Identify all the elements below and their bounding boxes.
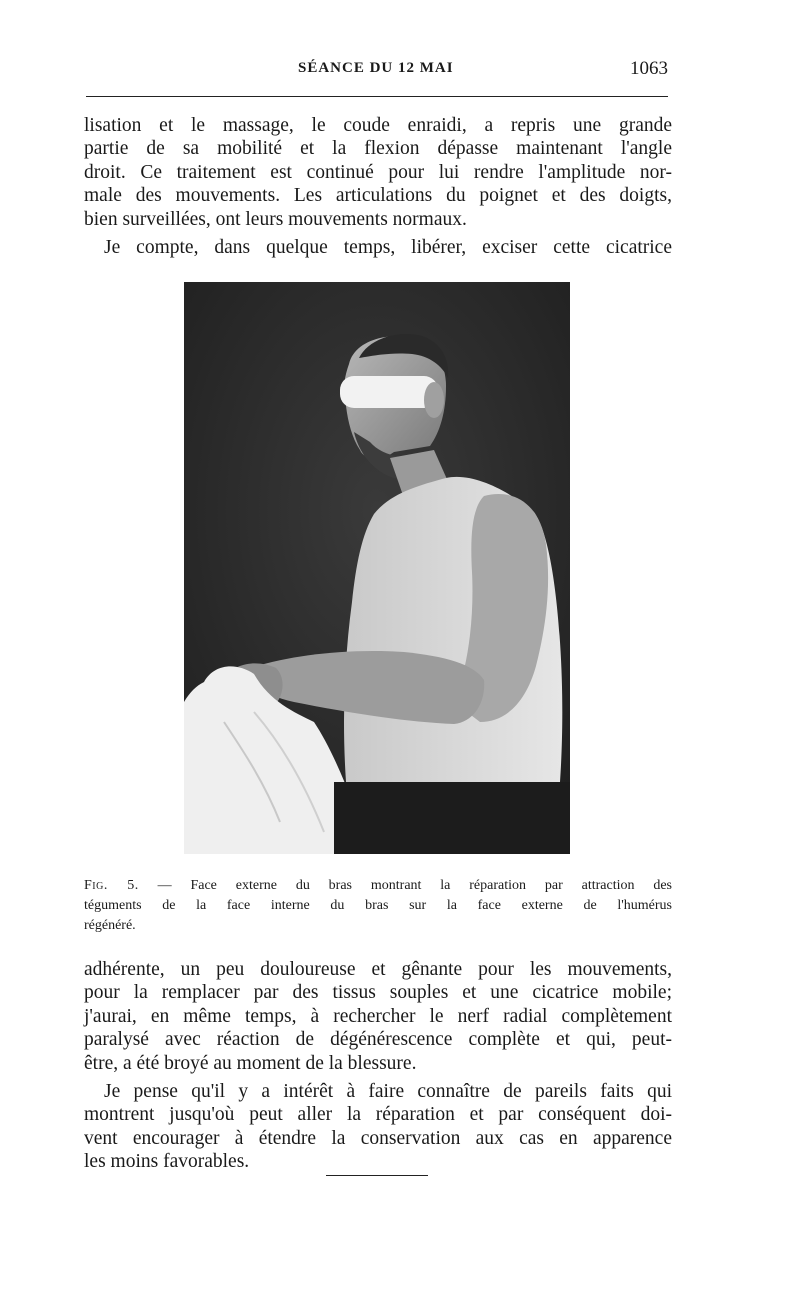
text-line: être, a été broyé au moment de la blessure. — [84, 1052, 417, 1074]
text-line: paralysé avec réaction de dégénérescence complète et qui, peut- — [84, 1029, 672, 1051]
end-rule — [326, 1175, 428, 1176]
caption-line: téguments de la face interne du bras sur la face externe de l'humérus — [84, 898, 672, 913]
text-line: droit. Ce traitement est continué pour lui rendre l'amplitude nor- — [84, 161, 672, 183]
paragraph-4 — [84, 1080, 672, 1174]
page-header — [86, 58, 668, 84]
text-line: male des mouvements. Les articulations du poignet et des doigts, — [84, 185, 672, 207]
text-line: Je pense qu'il y a intérêt à faire connaître de pareils faits qui — [104, 1081, 672, 1102]
text-line: pour la remplacer par des tissus souples et une cicatrice mobile; — [84, 982, 672, 1004]
page-number: 1063 — [630, 58, 668, 79]
text-line: Je compte, dans quelque temps, libérer, exciser cette cicatrice — [104, 237, 672, 258]
text-line: lisation et le massage, le coude enraidi, a repris une grande — [84, 115, 672, 136]
text-line: partie de sa mobilité et la flexion dépasse maintenant l'angle — [84, 138, 672, 160]
caption-line — [84, 876, 672, 896]
caption-line: régénéré. — [84, 918, 136, 933]
paragraph-2 — [84, 236, 672, 259]
header-rule — [86, 96, 668, 97]
paragraph-1 — [84, 114, 672, 231]
text-line: adhérente, un peu douloureuse et gênante pour les mouvements, — [84, 959, 672, 980]
text-line: j'aurai, en même temps, à rechercher le nerf radial complètement — [84, 1005, 672, 1027]
paragraph-3 — [84, 958, 672, 1075]
caption-text: — Face externe du bras montrant la réparation par attraction des — [157, 878, 673, 893]
text-line: vent encourager à étendre la conservation aux cas en apparence — [84, 1127, 672, 1149]
figure-label: Fig. 5. — [84, 878, 139, 893]
figure-photograph — [184, 282, 570, 854]
text-line: bien surveillées, ont leurs mouvements normaux. — [84, 208, 467, 230]
figure-caption — [84, 876, 672, 936]
text-line: montrent jusqu'où peut aller la réparation et par conséquent doi- — [84, 1104, 672, 1126]
text-line: les moins favorables. — [84, 1151, 250, 1173]
running-title: SÉANCE DU 12 MAI — [298, 60, 454, 76]
